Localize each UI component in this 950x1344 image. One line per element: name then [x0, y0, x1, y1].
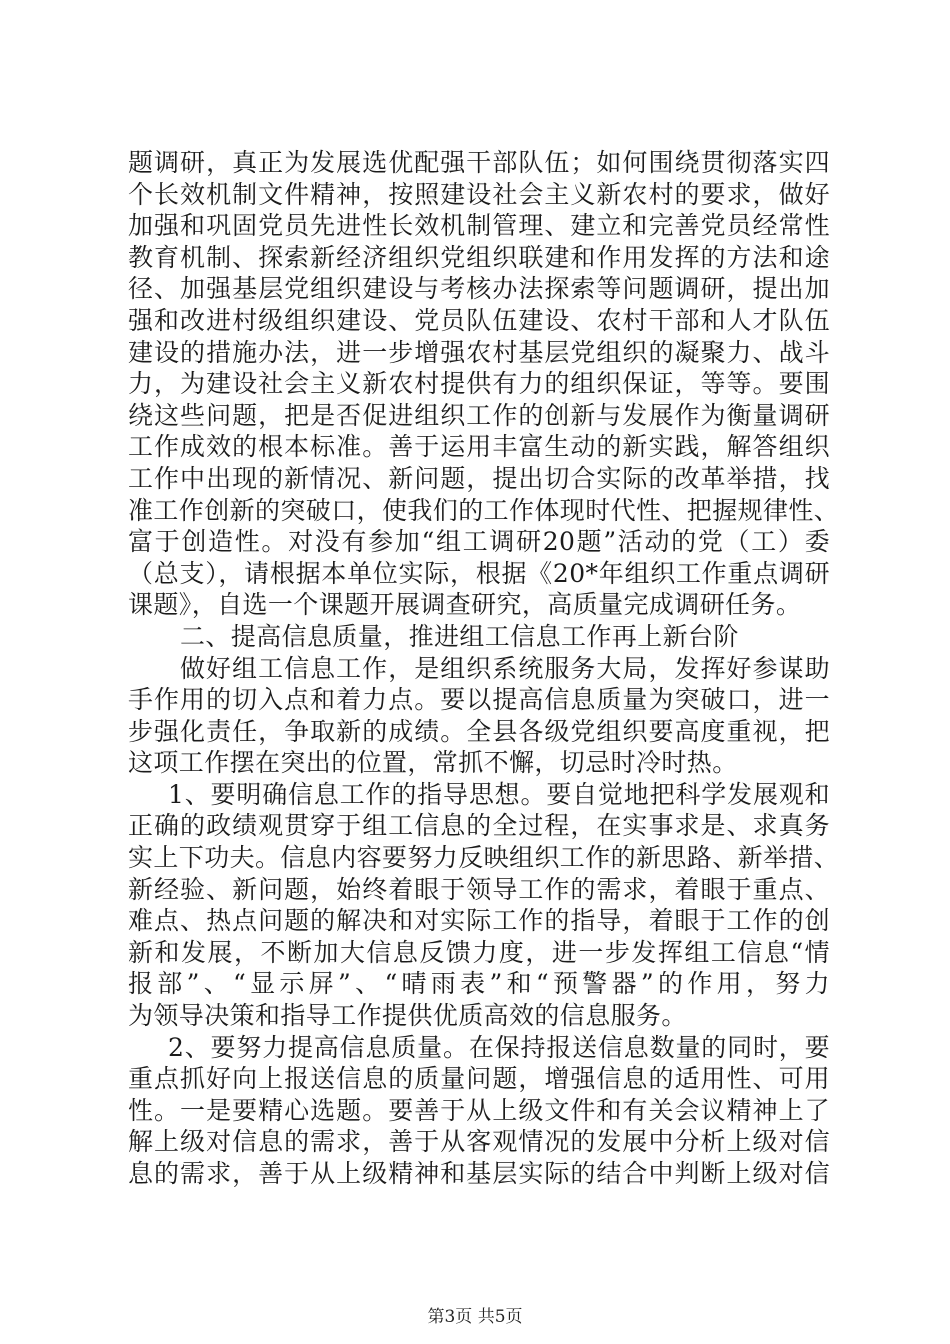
body-line: 做好组工信息工作，是组织系统服务大局，发挥好参谋助	[180, 653, 830, 683]
body-line: 力，为建设社会主义新农村提供有力的组织保证，等等。要围	[128, 369, 830, 399]
page-number-footer: 第3页 共5页	[427, 1307, 523, 1327]
body-line: 工作中出现的新情况、新问题，提出切合实际的改革举措，找	[128, 463, 830, 493]
body-line: 性。一是要精心选题。要善于从上级文件和有关会议精神上了	[128, 1095, 830, 1125]
body-line: 解上级对信息的需求，善于从客观情况的发展中分析上级对信	[128, 1127, 830, 1157]
section-heading: 二、提高信息质量，推进组工信息工作再上新台阶	[180, 621, 739, 651]
document-body	[128, 147, 840, 1190]
body-line: 个长效机制文件精神，按照建设社会主义新农村的要求，做好	[128, 179, 830, 209]
body-line: 手作用的切入点和着力点。要以提高信息质量为突破口，进一	[128, 685, 830, 715]
body-line: 强和改进村级组织建设、党员队伍建设、农村干部和人才队伍	[128, 305, 830, 335]
body-line: 教育机制、探索新经济组织党组织联建和作用发挥的方法和途	[128, 242, 830, 272]
body-line: 这项工作摆在突出的位置，常抓不懈，切忌时冷时热。	[128, 748, 738, 778]
body-line: 题调研，真正为发展选优配强干部队伍；如何围绕贯彻落实四	[128, 148, 830, 177]
body-line: 富于创造性。对没有参加“组工调研20题”活动的党（工）委	[128, 527, 830, 557]
body-line: 正确的政绩观贯穿于组工信息的全过程，在实事求是、求真务	[128, 811, 830, 841]
body-line: 加强和巩固党员先进性长效机制管理、建立和完善党员经常性	[128, 211, 830, 241]
body-line: 课题》，自选一个课题开展调查研究，高质量完成调研任务。	[128, 590, 802, 620]
body-line: 息的需求，善于从上级精神和基层实际的结合中判断上级对信	[128, 1159, 830, 1188]
body-line: 建设的措施办法，进一步增强农村基层党组织的凝聚力、战斗	[128, 337, 830, 367]
body-line: 新经验、新问题，始终着眼于领导工作的需求，着眼于重点、	[128, 874, 830, 904]
body-line: 准工作创新的突破口，使我们的工作体现时代性、把握规律性、	[128, 495, 840, 525]
body-line: 绕这些问题，把是否促进组织工作的创新与发展作为衡量调研	[128, 400, 830, 430]
body-line: 重点抓好向上报送信息的质量问题，增强信息的适用性、可用	[128, 1064, 830, 1094]
body-line: 步强化责任，争取新的成绩。全县各级党组织要高度重视，把	[128, 716, 830, 746]
body-line: 实上下功夫。信息内容要努力反映组织工作的新思路、新举措、	[128, 843, 840, 873]
body-line: 1、要明确信息工作的指导思想。要自觉地把科学发展观和	[168, 779, 830, 809]
body-line: 为领导决策和指导工作提供优质高效的信息服务。	[128, 1001, 687, 1031]
body-line: 报部”、“显示屏”、“晴雨表”和“预警器”的作用，努力	[128, 969, 830, 999]
body-line: 径、加强基层党组织建设与考核办法探索等问题调研，提出加	[128, 274, 830, 304]
body-line: 新和发展，不断加大信息反馈力度，进一步发挥组工信息“情	[128, 937, 830, 967]
body-line: （总支），请根据本单位实际，根据《20*年组织工作重点调研	[128, 558, 830, 588]
body-line: 工作成效的根本标准。善于运用丰富生动的新实践，解答组织	[128, 432, 830, 462]
body-line: 2、要努力提高信息质量。在保持报送信息数量的同时，要	[168, 1032, 830, 1062]
body-line: 难点、热点问题的解决和对实际工作的指导，着眼于工作的创	[128, 906, 830, 936]
